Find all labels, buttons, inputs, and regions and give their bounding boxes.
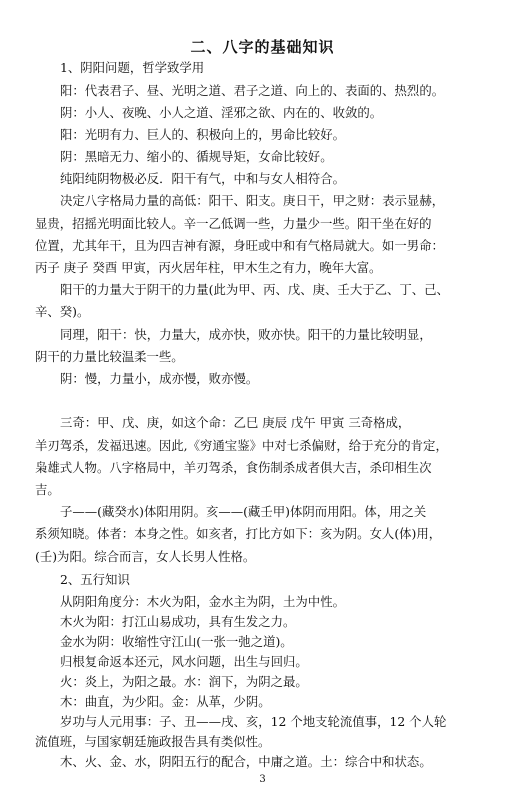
text-line: 2、五行知识 [60, 572, 130, 587]
text-line: 决定八字格局力量的高低：阳干、阳支。庚日干，甲之财：表示显赫， [60, 193, 445, 208]
text-line: 同理，阳干：快，力量大，成亦快，败亦快。阳干的力量比较明显， [60, 327, 432, 342]
text-line: 阴：小人、夜晚、小人之道、淫邪之欲、内在的、收敛的。 [60, 105, 383, 120]
text-line: 三奇：甲、戊、庚，如这个命：乙巳 庚辰 戊午 甲寅 三奇格成， [60, 415, 411, 430]
text-line: 子——(藏癸水)体阳用阴。亥——(藏壬甲)体阴而用阳。体，用之关 [60, 504, 427, 519]
text-line: 岁功与人元用事：子、丑——戌、亥，12 个地支轮流值事，12 个人轮 [60, 714, 447, 729]
text-line: 归根复命返本还元，风水问题，出生与回归。 [60, 654, 308, 669]
text-line: 阴：黑暗无力、缩小的、循规导矩，女命比较好。 [60, 149, 333, 164]
text-line: 流值班，与国家朝廷施政报告具有类似性。 [35, 734, 271, 749]
text-line: 显贵，招摇光明面比较人。辛一乙低调一些，力量少一些。阳干坐在好的 [35, 216, 432, 231]
section-title: 二、八字的基础知识 [190, 38, 335, 56]
text-line: 阴：慢，力量小，成亦慢，败亦慢。 [60, 371, 259, 386]
page-number: 3 [259, 774, 266, 785]
text-line: 纯阳纯阴物极必反．阳干有气，中和与女人相符合。 [60, 171, 345, 186]
text-line: 系须知晓。体者：本身之性。如亥者，打比方如下：亥为阴。女人(体)用， [35, 526, 442, 541]
text-line: (壬)为阳。综合而言，女人长男人性格。 [35, 549, 256, 564]
text-line: 木火为阳：打江山易成功，具有生发之力。 [60, 614, 296, 629]
text-line: 阴干的力量比较温柔一些。 [35, 349, 184, 364]
text-line: 木：曲直，为少阳。金：从革，少阴。 [60, 694, 271, 709]
text-line: 位置，尤其年干，且为四吉神有源，身旺或中和有气格局就大。如一男命： [35, 238, 444, 253]
text-line: 阳：光明有力、巨人的、积极向上的，男命比较好。 [60, 127, 345, 142]
text-line: 1、阴阳问题，哲学致学用 [60, 60, 205, 75]
text-line: 木、火、金、水，阴阳五行的配合，中庸之道。土：综合中和状态。 [60, 754, 432, 769]
text-line: 从阴阳角度分：木火为阳，金水主为阴，土为中性。 [60, 594, 345, 609]
text-line: 丙子 庚子 癸酉 甲寅，丙火居年柱，甲木生之有力，晚年大富。 [35, 260, 382, 275]
text-line: 金水为阴：收缩性守江山(一张一弛之道)。 [60, 634, 293, 649]
text-line: 辛、癸)。 [35, 304, 90, 319]
text-line: 羊刃驾杀，发福迅速。因此,《穷通宝鉴》中对七杀偏财，给于充分的肯定， [35, 438, 448, 453]
text-line: 枭雄式人物。八字格局中，羊刃驾杀，食伤制杀成者俱大吉，杀印相生次 [35, 460, 432, 475]
text-line: 吉。 [35, 482, 60, 497]
text-line: 阳干的力量大于阴干的力量(此为甲、丙、戊、庚、壬大于乙、丁、己、 [60, 282, 449, 297]
text-line: 火：炎上，为阳之最。水：润下，为阴之最。 [60, 674, 308, 689]
text-line: 阳：代表君子、昼、光明之道、君子之道、向上的、表面的、热烈的。 [60, 83, 445, 98]
